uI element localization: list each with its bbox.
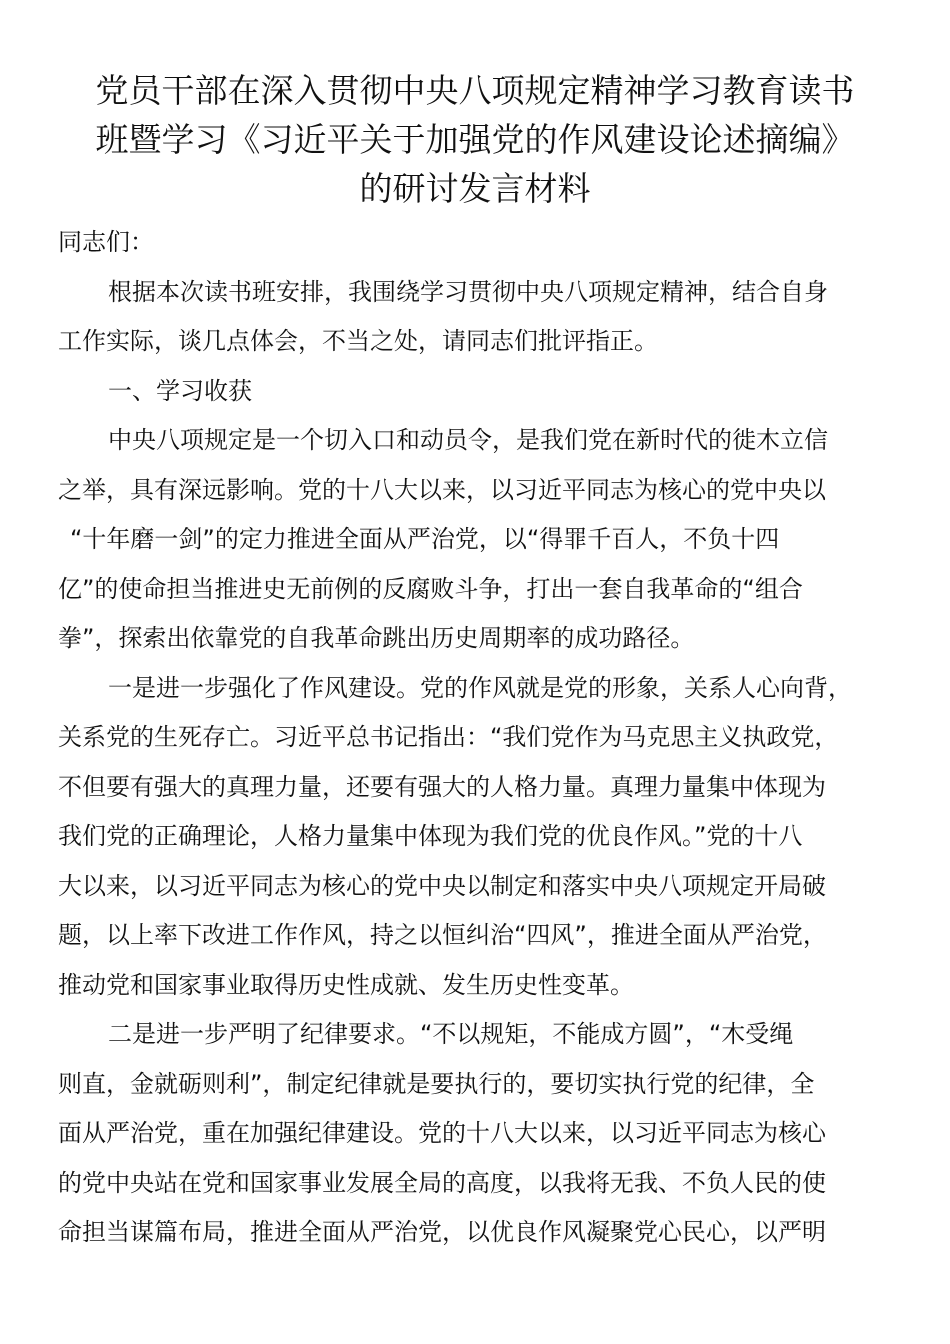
title-line-1: 党员干部在深入贯彻中央八项规定精神学习教育读书 — [95, 71, 855, 110]
salutation: 同志们： — [58, 228, 154, 256]
text-line: 中央八项规定是一个切入口和动员令，是我们党在新时代的徙木立信 — [108, 426, 828, 454]
text-line: 一是进一步强化了作风建设。党的作风就是党的形象，关系人心向背， — [108, 673, 852, 702]
text-line: 推动党和国家事业取得历史性成就、发生历史性变革。 — [58, 970, 634, 999]
text-line: 二是进一步严明了纪律要求。“不以规矩，不能成方圆”，“木受绳 — [108, 1020, 794, 1048]
text-line: 题，以上率下改进工作作风，持之以恒纠治“四风”，推进全面从严治党， — [58, 921, 827, 949]
text-line: 则直，金就砺则利”，制定纪律就是要执行的，要切实执行党的纪律，全 — [58, 1069, 815, 1098]
text-line: 关系党的生死存亡。习近平总书记指出：“我们党作为马克思主义执政党， — [58, 723, 839, 751]
text-line: 命担当谋篇布局，推进全面从严治党，以优良作风凝聚党心民心，以严明 — [58, 1218, 826, 1246]
document-body — [58, 218, 898, 1258]
text-line: 我们党的正确理论，人格力量集中体现为我们党的优良作风。”党的十八 — [58, 822, 803, 850]
text-line: 面从严治党，重在加强纪律建设。党的十八大以来，以习近平同志为核心 — [58, 1119, 826, 1147]
section-heading: 一、学习收获 — [108, 376, 252, 405]
text-line: 的党中央站在党和国家事业发展全局的高度，以我将无我、不负人民的使 — [58, 1168, 826, 1197]
text-line: 亿”的使命担当推进史无前例的反腐败斗争，打出一套自我革命的“组合 — [58, 574, 803, 603]
text-line: 之举，具有深远影响。党的十八大以来，以习近平同志为核心的党中央以 — [58, 475, 826, 504]
text-line: 拳”，探索出依靠党的自我革命跳出历史周期率的成功路径。 — [58, 624, 695, 652]
title-line-2: 班暨学习《习近平关于加强党的作风建设论述摘编》 — [95, 120, 855, 159]
text-line: 不但要有强大的真理力量，还要有强大的人格力量。真理力量集中体现为 — [58, 772, 826, 801]
title-line-3: 的研讨发言材料 — [359, 169, 591, 208]
text-line: 工作实际，谈几点体会，不当之处，请同志们批评指正。 — [58, 327, 658, 355]
text-line: 大以来，以习近平同志为核心的党中央以制定和落实中央八项规定开局破 — [58, 871, 826, 900]
text-line: “十年磨一剑”的定力推进全面从严治党，以“得罪千百人，不负十四 — [70, 525, 780, 553]
text-line: 根据本次读书班安排，我围绕学习贯彻中央八项规定精神，结合自身 — [108, 277, 828, 306]
document-title — [50, 66, 900, 213]
